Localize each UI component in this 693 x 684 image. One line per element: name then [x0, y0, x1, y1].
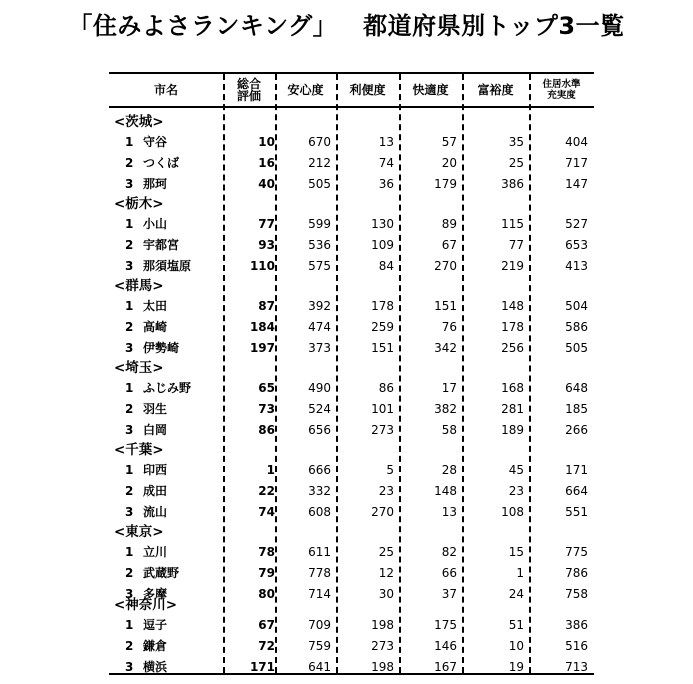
- kaiteki-score: 28: [441, 463, 457, 477]
- header-fuyu: 富裕度: [477, 83, 514, 97]
- fuyu-score: 51: [508, 618, 524, 632]
- prefecture-group: [109, 523, 594, 601]
- kaiteki-score: 66: [441, 566, 457, 580]
- jukyo-score: 527: [565, 217, 588, 231]
- city-name: 宇都宮: [143, 238, 180, 252]
- jukyo-score: 516: [565, 639, 588, 653]
- riben-score: 198: [371, 618, 394, 632]
- jukyo-score: 404: [565, 135, 588, 149]
- fuyu-score: 219: [501, 259, 524, 273]
- fuyu-score: 19: [508, 660, 524, 674]
- fuyu-score: 25: [508, 156, 524, 170]
- prefecture-name: <茨城>: [114, 114, 164, 130]
- rank: 3: [125, 177, 134, 191]
- table-row: [109, 420, 594, 441]
- city-name: 多摩: [143, 587, 168, 601]
- rank: 1: [125, 135, 134, 149]
- prefecture-name: <群馬>: [114, 278, 164, 294]
- header-city: 市名: [153, 83, 178, 97]
- prefecture-group: [109, 441, 594, 523]
- fuyu-score: 23: [508, 484, 524, 498]
- kaiteki-score: 13: [441, 505, 457, 519]
- overall-score: 110: [249, 259, 275, 273]
- riben-score: 13: [378, 135, 394, 149]
- fuyu-score: 1: [516, 566, 524, 580]
- jukyo-score: 717: [565, 156, 588, 170]
- city-name: 鎌倉: [143, 639, 168, 653]
- kaiteki-score: 67: [441, 238, 457, 252]
- table-row: [109, 338, 594, 359]
- jukyo-score: 713: [565, 660, 588, 674]
- anshin-score: 392: [308, 299, 331, 313]
- jukyo-score: 551: [565, 505, 588, 519]
- prefecture-name: <千葉>: [114, 442, 164, 458]
- table-row: [109, 153, 594, 174]
- riben-score: 151: [371, 341, 394, 355]
- table-row: [109, 636, 594, 657]
- rank: 2: [125, 238, 134, 252]
- title-sub: 都道府県別トップ3一覧: [363, 12, 625, 40]
- kaiteki-score: 146: [434, 639, 457, 653]
- rank: 1: [125, 299, 134, 313]
- riben-score: 130: [371, 217, 394, 231]
- city-name: 伊勢崎: [143, 341, 180, 355]
- table-row: [109, 214, 594, 235]
- jukyo-score: 648: [565, 381, 588, 395]
- header-riben: 利便度: [349, 83, 386, 97]
- rank: 3: [125, 341, 134, 355]
- jukyo-score: 505: [565, 341, 588, 355]
- riben-score: 198: [371, 660, 394, 674]
- fuyu-score: 148: [501, 299, 524, 313]
- header-jukyo: 住居水準 充実度: [542, 79, 581, 101]
- overall-score: 16: [258, 156, 275, 170]
- fuyu-score: 386: [501, 177, 524, 191]
- overall-score: 184: [249, 320, 275, 334]
- anshin-score: 656: [308, 423, 331, 437]
- city-name: 流山: [143, 505, 168, 519]
- prefecture-name: <神奈川>: [114, 597, 178, 613]
- overall-score: 72: [258, 639, 275, 653]
- header-rule: [109, 106, 594, 108]
- table-row: [109, 317, 594, 338]
- city-name: ふじみ野: [143, 381, 192, 395]
- kaiteki-score: 151: [434, 299, 457, 313]
- table-row: [109, 563, 594, 584]
- overall-score: 171: [249, 660, 275, 674]
- city-name: 小山: [143, 217, 168, 231]
- title-main: 「住みよさランキング」: [68, 12, 338, 40]
- city-name: 守谷: [143, 135, 168, 149]
- fuyu-score: 108: [501, 505, 524, 519]
- rank: 3: [125, 660, 134, 674]
- anshin-score: 709: [308, 618, 331, 632]
- fuyu-score: 77: [508, 238, 524, 252]
- kaiteki-score: 89: [441, 217, 457, 231]
- jukyo-score: 775: [565, 545, 588, 559]
- anshin-score: 608: [308, 505, 331, 519]
- jukyo-score: 664: [565, 484, 588, 498]
- riben-score: 270: [371, 505, 394, 519]
- prefecture-group: [109, 359, 594, 441]
- riben-score: 178: [371, 299, 394, 313]
- overall-score: 22: [258, 484, 275, 498]
- overall-score: 86: [258, 423, 275, 437]
- anshin-score: 666: [308, 463, 331, 477]
- overall-score: 10: [258, 135, 275, 149]
- overall-score: 67: [258, 618, 275, 632]
- overall-score: 1: [266, 463, 275, 477]
- riben-score: 86: [378, 381, 394, 395]
- fuyu-score: 178: [501, 320, 524, 334]
- rank: 2: [125, 156, 134, 170]
- riben-score: 5: [386, 463, 394, 477]
- kaiteki-score: 342: [434, 341, 457, 355]
- kaiteki-score: 167: [434, 660, 457, 674]
- overall-score: 80: [258, 587, 275, 601]
- overall-score: 65: [258, 381, 275, 395]
- riben-score: 109: [371, 238, 394, 252]
- city-name: 羽生: [143, 402, 168, 416]
- rank: 1: [125, 463, 134, 477]
- table-row: [109, 615, 594, 636]
- kaiteki-score: 270: [434, 259, 457, 273]
- kaiteki-score: 37: [441, 587, 457, 601]
- kaiteki-score: 179: [434, 177, 457, 191]
- anshin-score: 714: [308, 587, 331, 601]
- rank: 1: [125, 545, 134, 559]
- page-title: [0, 6, 693, 41]
- rank: 2: [125, 484, 134, 498]
- riben-score: 273: [371, 639, 394, 653]
- overall-score: 87: [258, 299, 275, 313]
- city-name: つくば: [143, 156, 180, 170]
- overall-score: 40: [258, 177, 275, 191]
- riben-score: 30: [378, 587, 394, 601]
- table-row: [109, 235, 594, 256]
- anshin-score: 332: [308, 484, 331, 498]
- city-name: 白岡: [143, 423, 168, 437]
- table-row: [109, 296, 594, 317]
- kaiteki-score: 17: [441, 381, 457, 395]
- prefecture-name: <東京>: [114, 524, 164, 540]
- anshin-score: 212: [308, 156, 331, 170]
- rank: 3: [125, 505, 134, 519]
- overall-score: 79: [258, 566, 275, 580]
- rank: 3: [125, 587, 134, 601]
- fuyu-score: 10: [508, 639, 524, 653]
- table-row: [109, 481, 594, 502]
- rank: 1: [125, 381, 134, 395]
- rank: 3: [125, 423, 134, 437]
- fuyu-score: 115: [501, 217, 524, 231]
- fuyu-score: 35: [508, 135, 524, 149]
- anshin-score: 474: [308, 320, 331, 334]
- city-name: 立川: [143, 545, 168, 559]
- rank: 1: [125, 217, 134, 231]
- jukyo-score: 171: [565, 463, 588, 477]
- city-name: 武蔵野: [143, 566, 180, 580]
- kaiteki-score: 57: [441, 135, 457, 149]
- table-row: [109, 399, 594, 420]
- overall-score: 73: [258, 402, 275, 416]
- table-row: [109, 657, 594, 678]
- city-name: 逗子: [143, 618, 168, 632]
- fuyu-score: 189: [501, 423, 524, 437]
- riben-score: 273: [371, 423, 394, 437]
- jukyo-score: 147: [565, 177, 588, 191]
- jukyo-score: 758: [565, 587, 588, 601]
- header-overall: 総合 評価: [236, 77, 261, 103]
- rank: 1: [125, 618, 134, 632]
- prefecture-name: <埼玉>: [114, 360, 164, 376]
- anshin-score: 778: [308, 566, 331, 580]
- city-name: 太田: [143, 299, 168, 313]
- prefecture-group: [109, 596, 594, 678]
- fuyu-score: 256: [501, 341, 524, 355]
- fuyu-score: 168: [501, 381, 524, 395]
- city-name: 那珂: [143, 177, 168, 191]
- city-name: 横浜: [143, 660, 168, 674]
- jukyo-score: 504: [565, 299, 588, 313]
- jukyo-score: 586: [565, 320, 588, 334]
- rank: 2: [125, 566, 134, 580]
- kaiteki-score: 58: [441, 423, 457, 437]
- header-kaiteki: 快適度: [412, 83, 449, 97]
- anshin-score: 641: [308, 660, 331, 674]
- jukyo-score: 185: [565, 402, 588, 416]
- kaiteki-score: 382: [434, 402, 457, 416]
- rank: 2: [125, 639, 134, 653]
- header-anshin: 安心度: [287, 83, 324, 97]
- anshin-score: 524: [308, 402, 331, 416]
- table-row: [109, 256, 594, 277]
- prefecture-group: [109, 277, 594, 359]
- city-name: 成田: [143, 484, 168, 498]
- jukyo-score: 413: [565, 259, 588, 273]
- table-row: [109, 502, 594, 523]
- city-name: 那須塩原: [143, 259, 192, 273]
- kaiteki-score: 82: [441, 545, 457, 559]
- kaiteki-score: 76: [441, 320, 457, 334]
- riben-score: 12: [378, 566, 394, 580]
- rank: 2: [125, 320, 134, 334]
- jukyo-score: 266: [565, 423, 588, 437]
- overall-score: 74: [258, 505, 275, 519]
- overall-score: 197: [249, 341, 275, 355]
- riben-score: 23: [378, 484, 394, 498]
- rank: 2: [125, 402, 134, 416]
- table-row: [109, 132, 594, 153]
- anshin-score: 575: [308, 259, 331, 273]
- fuyu-score: 281: [501, 402, 524, 416]
- kaiteki-score: 20: [441, 156, 457, 170]
- anshin-score: 536: [308, 238, 331, 252]
- riben-score: 25: [378, 545, 394, 559]
- overall-score: 93: [258, 238, 275, 252]
- anshin-score: 759: [308, 639, 331, 653]
- fuyu-score: 15: [508, 545, 524, 559]
- riben-score: 259: [371, 320, 394, 334]
- jukyo-score: 786: [565, 566, 588, 580]
- kaiteki-score: 148: [434, 484, 457, 498]
- table-body: [109, 113, 594, 678]
- prefecture-name: <栃木>: [114, 196, 164, 212]
- city-name: 印西: [143, 463, 168, 477]
- jukyo-score: 386: [565, 618, 588, 632]
- table-row: [109, 378, 594, 399]
- rank: 3: [125, 259, 134, 273]
- riben-score: 101: [371, 402, 394, 416]
- overall-score: 78: [258, 545, 275, 559]
- anshin-score: 611: [308, 545, 331, 559]
- riben-score: 74: [378, 156, 394, 170]
- riben-score: 84: [378, 259, 394, 273]
- prefecture-group: [109, 195, 594, 277]
- fuyu-score: 45: [508, 463, 524, 477]
- anshin-score: 599: [308, 217, 331, 231]
- anshin-score: 670: [308, 135, 331, 149]
- riben-score: 36: [378, 177, 394, 191]
- jukyo-score: 653: [565, 238, 588, 252]
- city-name: 高崎: [143, 320, 168, 334]
- anshin-score: 505: [308, 177, 331, 191]
- fuyu-score: 24: [508, 587, 524, 601]
- anshin-score: 373: [308, 341, 331, 355]
- prefecture-group: [109, 113, 594, 195]
- overall-score: 77: [258, 217, 275, 231]
- kaiteki-score: 175: [434, 618, 457, 632]
- anshin-score: 490: [308, 381, 331, 395]
- table-row: [109, 174, 594, 195]
- table-row: [109, 460, 594, 481]
- table-row: [109, 542, 594, 563]
